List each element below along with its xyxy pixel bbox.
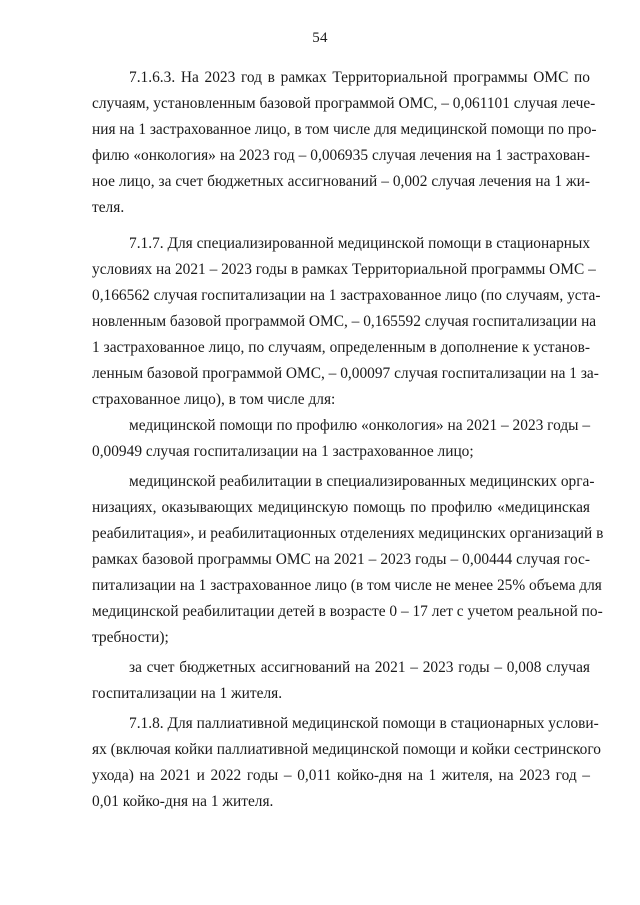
page-number: 54 [312,30,328,46]
text-line: ухода) на 2021 и 2022 годы – 0,011 койко-дня на 1 жителя, на 2023 год – [92,767,590,784]
text-line: 7.1.7. Для специализированной медицинской помощи в стационарных [129,235,591,252]
text-line: случаям, установленным базовой программой ОМС, – 0,061101 случая лече- [92,95,596,112]
text-line: ленным базовой программой ОМС, – 0,00097 случая госпитализации на 1 за- [92,365,599,382]
text-line: 0,00949 случая госпитализации на 1 застрахованное лицо; [92,443,474,460]
text-line: 7.1.8. Для паллиативной медицинской помощи в стационарных услови- [129,715,599,732]
text-line: 0,166562 случая госпитализации на 1 застрахованное лицо (по случаям, уста- [92,287,601,304]
text-line: филю «онкология» на 2023 год – 0,006935 случая лечения на 1 застрахован- [92,147,590,164]
text-line: 0,01 койко-дня на 1 жителя. [92,793,274,810]
text-line: питализации на 1 застрахованное лицо (в том числе не менее 25% объема для [92,577,602,594]
text-line: за счет бюджетных ассигнований на 2021 – 2023 годы – 0,008 случая [129,659,590,676]
text-line: условиях на 2021 – 2023 годы в рамках Территориальной программы ОМС – [92,261,596,278]
text-line: ния на 1 застрахованное лицо, в том числе для медицинской помощи по про- [92,121,597,138]
text-line: медицинской помощи по профилю «онкология» на 2021 – 2023 годы – [129,417,591,434]
text-line: медицинской реабилитации детей в возрасте 0 – 17 лет с учетом реальной по- [92,603,603,620]
text-line: рамках базовой программы ОМС на 2021 – 2023 годы – 0,00444 случая гос- [92,551,590,568]
text-line: новленным базовой программой ОМС, – 0,165592 случая госпитализации на [92,313,597,330]
text-line: реабилитация», и реабилитационных отделениях медицинских организаций в [92,525,604,542]
text-line: требности); [92,629,169,646]
text-line: ях (включая койки паллиативной медицинской помощи и койки сестринского [92,741,601,758]
text-line: медицинской реабилитации в специализированных медицинских орга- [129,473,595,490]
text-line: ное лицо, за счет бюджетных ассигнований – 0,002 случая лечения на 1 жи- [92,173,590,190]
text-line: страхованное лицо), в том числе для: [92,391,336,408]
text-line: низациях, оказывающих медицинскую помощь по профилю «медицинская [92,499,590,516]
text-line: 7.1.6.3. На 2023 год в рамках Территориальной программы ОМС по [129,69,590,86]
text-line: 1 застрахованное лицо, по случаям, определенным в дополнение к установ- [92,339,590,356]
text-line: теля. [92,199,125,216]
text-line: госпитализации на 1 жителя. [92,685,283,702]
